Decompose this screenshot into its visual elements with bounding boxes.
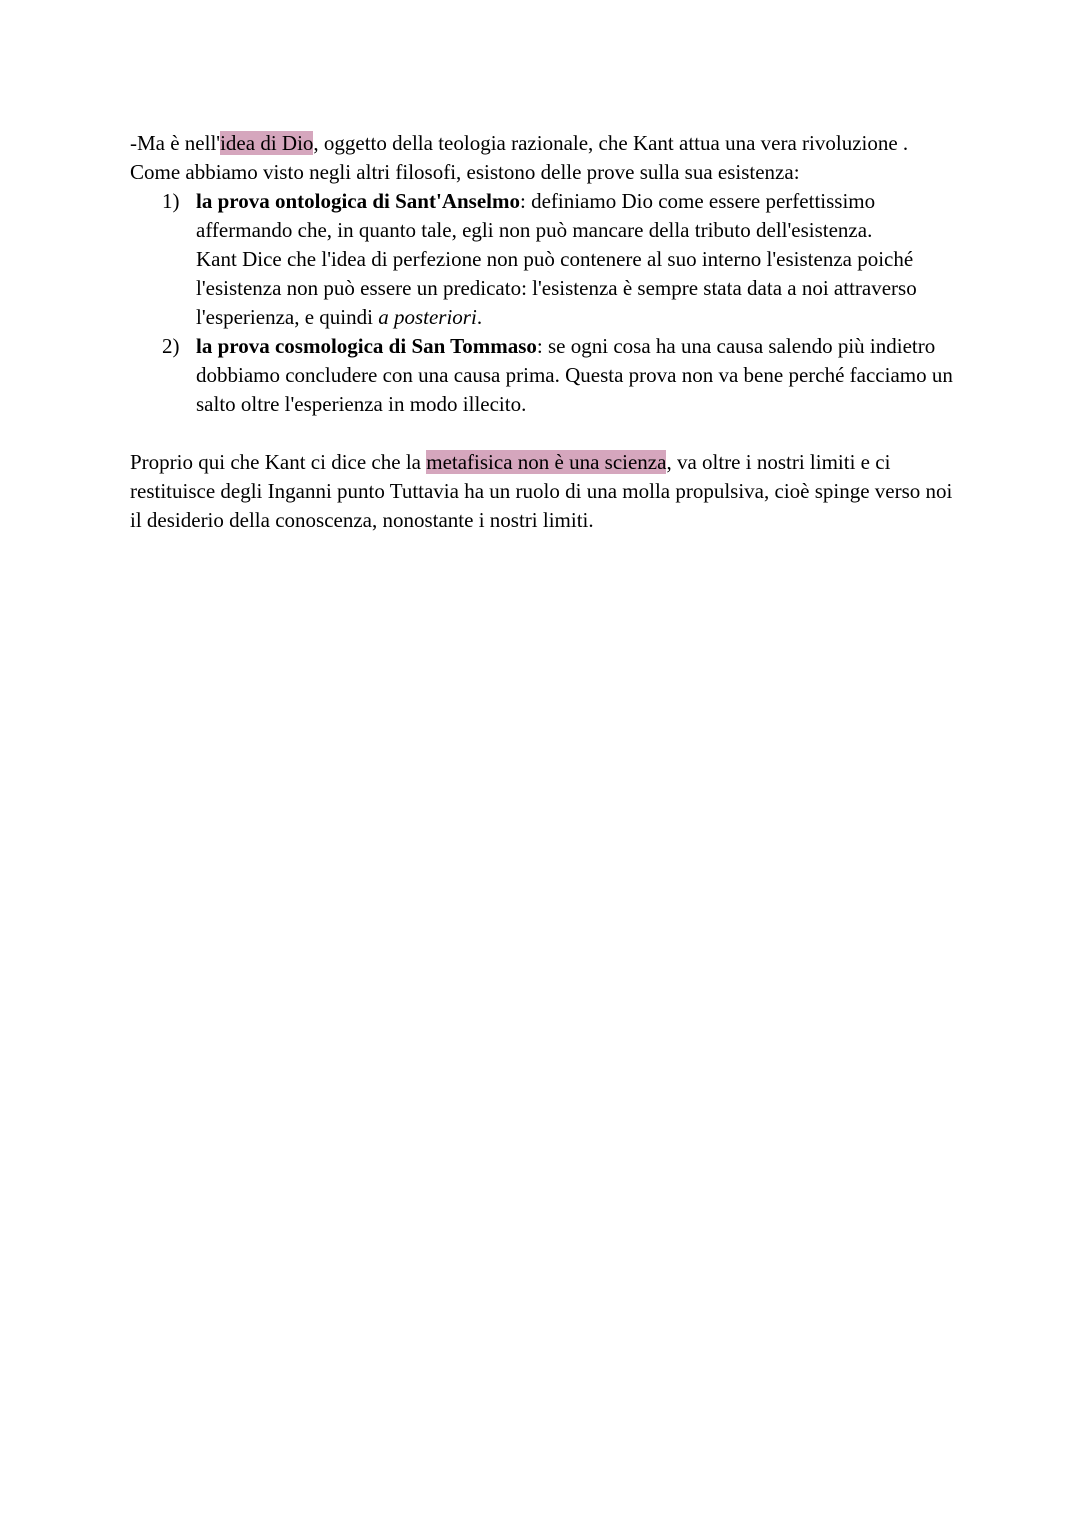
proof-text: : se ogni cosa ha una causa salendo più indietro dobbiamo concludere con una causa prima. Questa prova non va bene perché facciamo un salto oltre l'esperienza in modo illecito. — [196, 334, 953, 416]
proof-title: la prova ontologica di Sant'Anselmo — [196, 189, 520, 213]
sentence-end: . — [476, 305, 483, 329]
intro-line-2: Come abbiamo visto negli altri filosofi, esistono delle prove sulla sua esistenza: — [130, 160, 800, 184]
conclusion-suffix: , va oltre i nostri limiti e ci restituisce degli Inganni punto Tuttavia ha un ruolo di una molla propulsiva, cioè spinge verso noi il desiderio della conoscenza, nonostante i nostri limiti. — [130, 450, 953, 532]
proof-kant-critique: Kant Dice che l'idea di perfezione non può contenere al suo interno l'esistenza poiché l'esistenza non può essere un predicato: l'esistenza è sempre stata data a noi attraverso l'esperienza, e quindi — [196, 247, 917, 329]
proof-ontological-block — [196, 189, 917, 329]
highlight-idea-di-dio: idea di Dio — [220, 131, 314, 155]
proofs-list — [130, 187, 960, 419]
intro-suffix: , oggetto della teologia razionale, che Kant attua una vera rivoluzione . — [313, 131, 909, 155]
conclusion-prefix: Proprio qui che Kant ci dice che la — [130, 450, 427, 474]
paragraph-spacer — [130, 419, 960, 448]
intro-prefix: -Ma è nell' — [130, 131, 221, 155]
conclusion-paragraph — [130, 448, 960, 535]
list-item — [130, 332, 960, 419]
proof-cosmological-block — [196, 334, 953, 416]
highlight-metafisica: metafisica non è una scienza — [426, 450, 667, 474]
list-item — [130, 187, 960, 332]
italic-term: a posteriori — [378, 305, 477, 329]
list-item-number: 1) — [162, 189, 180, 213]
intro-paragraph — [130, 129, 960, 187]
document-page — [130, 129, 960, 535]
proof-title: la prova cosmologica di San Tommaso — [196, 334, 537, 358]
proof-text: : definiamo Dio come essere perfettissimo affermando che, in quanto tale, egli non può mancare della tributo dell'esistenza. — [196, 189, 876, 242]
list-item-number: 2) — [162, 334, 180, 358]
